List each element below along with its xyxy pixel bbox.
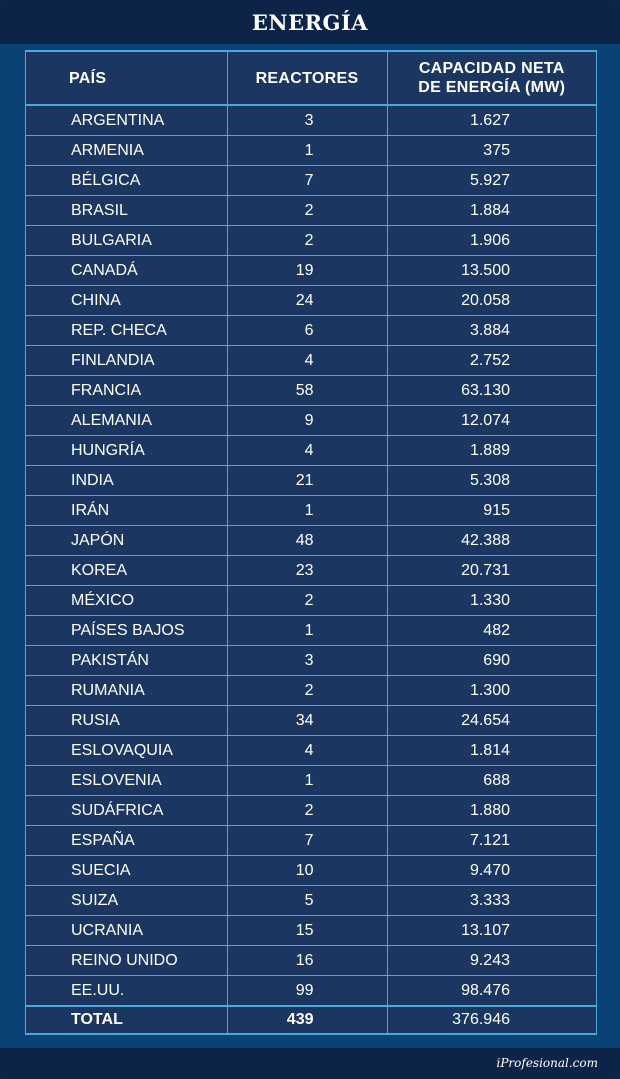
table-row	[26, 736, 596, 766]
cell-pais: CHINA	[26, 286, 227, 316]
cell-reactores: 48	[227, 526, 387, 556]
cell-capacidad: 24.654	[387, 706, 596, 736]
table-row	[26, 406, 596, 436]
cell-pais: CANADÁ	[26, 256, 227, 286]
cell-reactores: 2	[227, 796, 387, 826]
table-row	[26, 886, 596, 916]
source-logo: iProfesional.com	[496, 1056, 598, 1070]
table-row	[26, 916, 596, 946]
cell-reactores: 16	[227, 946, 387, 976]
title-bar	[0, 0, 620, 44]
table-row	[26, 946, 596, 976]
table-row	[26, 796, 596, 826]
cell-reactores: 3	[227, 646, 387, 676]
cell-capacidad: 1.889	[387, 436, 596, 466]
cell-capacidad: 63.130	[387, 376, 596, 406]
cell-pais: SUDÁFRICA	[26, 796, 227, 826]
cell-pais: ALEMANIA	[26, 406, 227, 436]
cell-reactores: 3	[227, 105, 387, 136]
cell-reactores: 7	[227, 826, 387, 856]
cell-pais: RUSIA	[26, 706, 227, 736]
cell-reactores: 1	[227, 496, 387, 526]
table-row	[26, 166, 596, 196]
cell-pais: SUECIA	[26, 856, 227, 886]
cell-pais: ARGENTINA	[26, 105, 227, 136]
cell-reactores: 5	[227, 886, 387, 916]
cell-pais: BÉLGICA	[26, 166, 227, 196]
table-row	[26, 105, 596, 136]
header-reactores: REACTORES	[227, 51, 387, 105]
cell-capacidad: 1.884	[387, 196, 596, 226]
cell-reactores: 4	[227, 436, 387, 466]
cell-pais: FRANCIA	[26, 376, 227, 406]
cell-capacidad: 688	[387, 766, 596, 796]
table-row	[26, 376, 596, 406]
table-row	[26, 436, 596, 466]
table-row	[26, 706, 596, 736]
cell-pais: ESLOVAQUIA	[26, 736, 227, 766]
energy-table	[26, 50, 596, 1035]
cell-capacidad: 13.500	[387, 256, 596, 286]
cell-reactores: 15	[227, 916, 387, 946]
table-row	[26, 496, 596, 526]
cell-pais: REP. CHECA	[26, 316, 227, 346]
table-row	[26, 556, 596, 586]
cell-capacidad: 9.470	[387, 856, 596, 886]
cell-capacidad: 20.731	[387, 556, 596, 586]
header-capacidad-line2: DE ENERGÍA (MW)	[418, 79, 566, 96]
header-row	[26, 51, 596, 105]
table-row	[26, 826, 596, 856]
cell-reactores: 2	[227, 226, 387, 256]
cell-capacidad: 5.308	[387, 466, 596, 496]
cell-capacidad: 1.880	[387, 796, 596, 826]
table-row	[26, 256, 596, 286]
cell-pais: PAÍSES BAJOS	[26, 616, 227, 646]
table-row	[26, 646, 596, 676]
cell-capacidad: 3.884	[387, 316, 596, 346]
table-row	[26, 586, 596, 616]
cell-reactores: 1	[227, 136, 387, 166]
cell-pais: BRASIL	[26, 196, 227, 226]
cell-capacidad: 13.107	[387, 916, 596, 946]
total-reactores: 439	[227, 1006, 387, 1034]
cell-capacidad: 42.388	[387, 526, 596, 556]
energy-table-container	[25, 50, 597, 1035]
cell-pais: MÉXICO	[26, 586, 227, 616]
cell-pais: EE.UU.	[26, 976, 227, 1007]
cell-capacidad: 375	[387, 136, 596, 166]
page-title: ENERGÍA	[251, 9, 369, 35]
cell-pais: PAKISTÁN	[26, 646, 227, 676]
cell-capacidad: 2.752	[387, 346, 596, 376]
cell-capacidad: 1.906	[387, 226, 596, 256]
cell-pais: REINO UNIDO	[26, 946, 227, 976]
footer-bar	[0, 1048, 620, 1079]
cell-capacidad: 690	[387, 646, 596, 676]
cell-capacidad: 1.814	[387, 736, 596, 766]
header-capacidad-line1: CAPACIDAD NETA	[418, 60, 565, 77]
cell-reactores: 10	[227, 856, 387, 886]
table-row	[26, 856, 596, 886]
table-row	[26, 976, 596, 1007]
cell-reactores: 24	[227, 286, 387, 316]
cell-capacidad: 12.074	[387, 406, 596, 436]
cell-reactores: 7	[227, 166, 387, 196]
table-body	[26, 105, 596, 1006]
cell-reactores: 99	[227, 976, 387, 1007]
cell-capacidad: 5.927	[387, 166, 596, 196]
cell-pais: INDIA	[26, 466, 227, 496]
cell-pais: HUNGRÍA	[26, 436, 227, 466]
total-capacidad: 376.946	[387, 1006, 596, 1034]
cell-pais: FINLANDIA	[26, 346, 227, 376]
table-row	[26, 466, 596, 496]
header-pais: PAÍS	[26, 51, 227, 105]
cell-pais: BULGARIA	[26, 226, 227, 256]
table-row	[26, 226, 596, 256]
cell-capacidad: 1.627	[387, 105, 596, 136]
cell-pais: ESLOVENIA	[26, 766, 227, 796]
cell-capacidad: 98.476	[387, 976, 596, 1007]
table-row	[26, 526, 596, 556]
cell-capacidad: 915	[387, 496, 596, 526]
table-row	[26, 676, 596, 706]
table-footer	[26, 1006, 596, 1034]
total-label: TOTAL	[26, 1006, 227, 1034]
table-row	[26, 346, 596, 376]
cell-reactores: 2	[227, 586, 387, 616]
cell-capacidad: 482	[387, 616, 596, 646]
table-row	[26, 766, 596, 796]
cell-capacidad: 1.330	[387, 586, 596, 616]
cell-reactores: 9	[227, 406, 387, 436]
cell-reactores: 1	[227, 766, 387, 796]
cell-reactores: 4	[227, 346, 387, 376]
cell-pais: UCRANIA	[26, 916, 227, 946]
table-row	[26, 316, 596, 346]
cell-capacidad: 1.300	[387, 676, 596, 706]
cell-pais: ARMENIA	[26, 136, 227, 166]
cell-pais: KOREA	[26, 556, 227, 586]
cell-reactores: 4	[227, 736, 387, 766]
table-row	[26, 196, 596, 226]
cell-reactores: 21	[227, 466, 387, 496]
cell-reactores: 23	[227, 556, 387, 586]
total-row	[26, 1006, 596, 1034]
table-row	[26, 286, 596, 316]
cell-reactores: 2	[227, 676, 387, 706]
table-row	[26, 616, 596, 646]
table-header	[26, 51, 596, 105]
cell-reactores: 34	[227, 706, 387, 736]
cell-capacidad: 9.243	[387, 946, 596, 976]
cell-pais: SUIZA	[26, 886, 227, 916]
cell-capacidad: 20.058	[387, 286, 596, 316]
table-row	[26, 136, 596, 166]
cell-pais: ESPAÑA	[26, 826, 227, 856]
cell-reactores: 2	[227, 196, 387, 226]
cell-reactores: 1	[227, 616, 387, 646]
cell-pais: JAPÓN	[26, 526, 227, 556]
cell-capacidad: 3.333	[387, 886, 596, 916]
cell-pais: RUMANIA	[26, 676, 227, 706]
cell-capacidad: 7.121	[387, 826, 596, 856]
cell-pais: IRÁN	[26, 496, 227, 526]
cell-reactores: 19	[227, 256, 387, 286]
cell-reactores: 6	[227, 316, 387, 346]
cell-reactores: 58	[227, 376, 387, 406]
header-capacidad	[387, 51, 596, 105]
